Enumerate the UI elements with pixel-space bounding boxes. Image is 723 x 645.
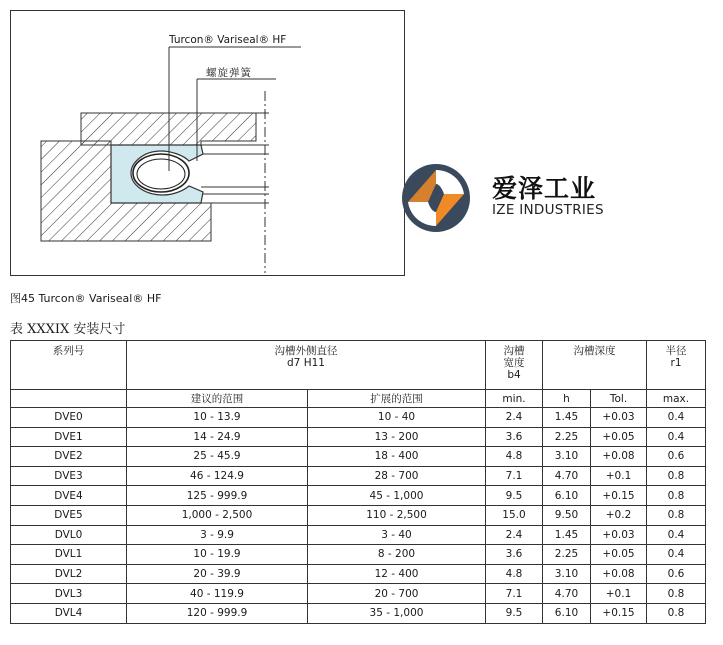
cell-r1: 0.4: [647, 408, 706, 428]
cell-tol: +0.08: [591, 447, 647, 467]
cell-rec: 10 - 19.9: [127, 545, 308, 565]
col-series: 系列号: [11, 341, 127, 390]
cell-series: DVL3: [11, 584, 127, 604]
cell-b4: 4.8: [486, 447, 543, 467]
table-row: [11, 603, 706, 623]
col-extended: 扩展的范围: [308, 390, 486, 408]
cell-series: DVL0: [11, 525, 127, 545]
cell-series: DVE0: [11, 408, 127, 428]
col-recommended: 建议的范围: [127, 390, 308, 408]
cell-h: 2.25: [543, 427, 591, 447]
col-h: h: [543, 390, 591, 408]
cell-r1: 0.6: [647, 564, 706, 584]
cell-r1: 0.4: [647, 525, 706, 545]
cell-h: 3.10: [543, 564, 591, 584]
seal-label: Turcon® Variseal® HF: [169, 34, 287, 46]
installation-dimensions-table: [10, 340, 706, 624]
cell-r1: 0.8: [647, 603, 706, 623]
cell-r1: 0.8: [647, 466, 706, 486]
cell-tol: +0.2: [591, 505, 647, 525]
cell-tol: +0.15: [591, 603, 647, 623]
table-header-row-1: [11, 341, 706, 390]
col-radius: 半径 r1: [647, 341, 706, 390]
col-groove-width: 沟槽 宽度 b4: [486, 341, 543, 390]
col-tol: Tol.: [591, 390, 647, 408]
cell-series: DVL1: [11, 545, 127, 565]
spring-coil: [133, 154, 189, 192]
cell-series: DVE5: [11, 505, 127, 525]
cell-ext: 45 - 1,000: [308, 486, 486, 506]
logo-mark-icon: [400, 162, 472, 234]
cell-rec: 10 - 13.9: [127, 408, 308, 428]
table-row: [11, 525, 706, 545]
cell-tol: +0.1: [591, 466, 647, 486]
cell-rec: 25 - 45.9: [127, 447, 308, 467]
cell-r1: 0.4: [647, 545, 706, 565]
cell-tol: +0.03: [591, 408, 647, 428]
cell-tol: +0.1: [591, 584, 647, 604]
cell-ext: 3 - 40: [308, 525, 486, 545]
cell-ext: 10 - 40: [308, 408, 486, 428]
table-row: [11, 447, 706, 467]
cell-tol: +0.15: [591, 486, 647, 506]
cell-series: DVL4: [11, 603, 127, 623]
cell-rec: 46 - 124.9: [127, 466, 308, 486]
cell-rec: 40 - 119.9: [127, 584, 308, 604]
cell-ext: 18 - 400: [308, 447, 486, 467]
cell-series: DVE3: [11, 466, 127, 486]
cell-b4: 15.0: [486, 505, 543, 525]
table-row: [11, 427, 706, 447]
cell-ext: 8 - 200: [308, 545, 486, 565]
cell-ext: 12 - 400: [308, 564, 486, 584]
cell-b4: 7.1: [486, 584, 543, 604]
cell-series: DVE2: [11, 447, 127, 467]
cell-h: 3.10: [543, 447, 591, 467]
cell-ext: 110 - 2,500: [308, 505, 486, 525]
col-max: max.: [647, 390, 706, 408]
cell-series: DVE1: [11, 427, 127, 447]
seal-cross-section-figure: [10, 10, 405, 276]
table-row: [11, 545, 706, 565]
table-row: [11, 564, 706, 584]
cell-tol: +0.05: [591, 545, 647, 565]
col-groove-od: 沟槽外侧直径 d7 H11: [127, 341, 486, 390]
logo-en-text: IZE INDUSTRIES: [492, 202, 604, 218]
cell-b4: 9.5: [486, 486, 543, 506]
cell-h: 1.45: [543, 408, 591, 428]
cell-h: 6.10: [543, 603, 591, 623]
cell-b4: 9.5: [486, 603, 543, 623]
cell-tol: +0.08: [591, 564, 647, 584]
cell-r1: 0.6: [647, 447, 706, 467]
cell-ext: 20 - 700: [308, 584, 486, 604]
table-row: [11, 584, 706, 604]
spring-label: 螺旋弹簧: [206, 67, 252, 79]
cell-ext: 13 - 200: [308, 427, 486, 447]
cell-h: 4.70: [543, 466, 591, 486]
figure-caption: 图45 Turcon® Variseal® HF: [10, 292, 162, 305]
cell-r1: 0.4: [647, 427, 706, 447]
col-groove-depth: 沟槽深度: [543, 341, 647, 390]
cell-b4: 4.8: [486, 564, 543, 584]
cell-h: 4.70: [543, 584, 591, 604]
table-row: [11, 466, 706, 486]
seal-drawing: [11, 11, 406, 277]
cell-h: 9.50: [543, 505, 591, 525]
cell-h: 6.10: [543, 486, 591, 506]
cell-b4: 2.4: [486, 525, 543, 545]
cell-r1: 0.8: [647, 486, 706, 506]
cell-ext: 28 - 700: [308, 466, 486, 486]
cell-b4: 3.6: [486, 545, 543, 565]
col-min: min.: [486, 390, 543, 408]
cell-rec: 125 - 999.9: [127, 486, 308, 506]
cell-h: 2.25: [543, 545, 591, 565]
table-row: [11, 408, 706, 428]
cell-tol: +0.05: [591, 427, 647, 447]
cell-b4: 3.6: [486, 427, 543, 447]
cell-rec: 20 - 39.9: [127, 564, 308, 584]
cell-r1: 0.8: [647, 505, 706, 525]
table-row: [11, 486, 706, 506]
logo-cn-text: 爱泽工业: [492, 174, 597, 203]
cell-r1: 0.8: [647, 584, 706, 604]
cell-series: DVL2: [11, 564, 127, 584]
cell-tol: +0.03: [591, 525, 647, 545]
cell-h: 1.45: [543, 525, 591, 545]
cell-series: DVE4: [11, 486, 127, 506]
table-row: [11, 505, 706, 525]
cell-rec: 120 - 999.9: [127, 603, 308, 623]
cell-rec: 3 - 9.9: [127, 525, 308, 545]
table-title: 表 XXXIX 安装尺寸: [10, 322, 126, 337]
cell-b4: 7.1: [486, 466, 543, 486]
cell-rec: 14 - 24.9: [127, 427, 308, 447]
company-logo: [400, 155, 630, 235]
table-header-row-2: [11, 390, 706, 408]
cell-ext: 35 - 1,000: [308, 603, 486, 623]
cell-rec: 1,000 - 2,500: [127, 505, 308, 525]
cell-b4: 2.4: [486, 408, 543, 428]
